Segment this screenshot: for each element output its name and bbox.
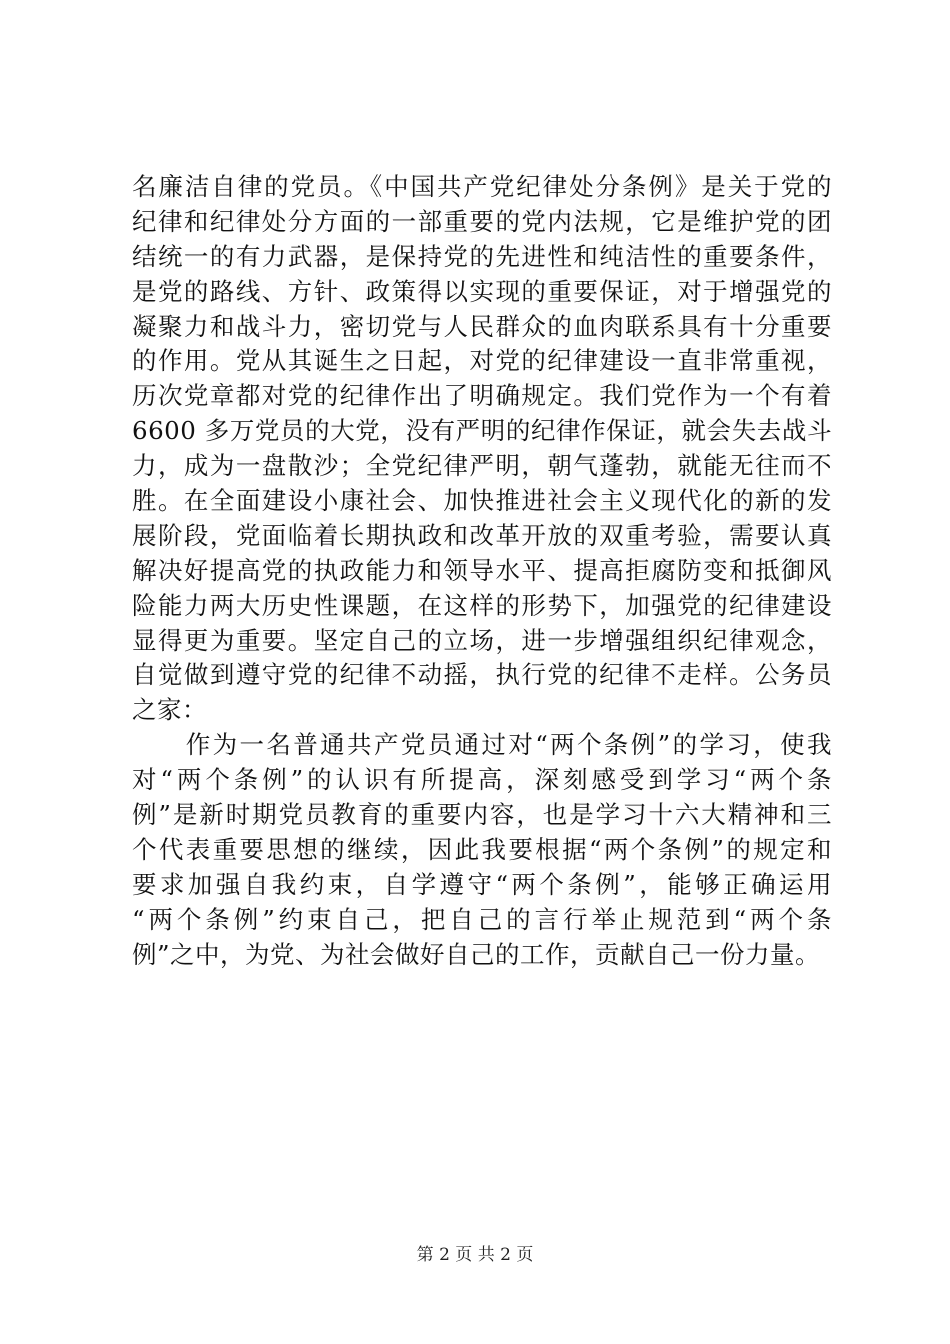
text-line: 险能力两大历史性课题，在这样的形势下，加强党的纪律建设 [132, 590, 832, 620]
text-line: 历次党章都对党的纪律作出了明确规定。我们党作为一个有着 [132, 381, 832, 411]
text-line: 展阶段，党面临着长期执政和改革开放的双重考验，需要认真 [132, 520, 832, 550]
text-line: 力，成为一盘散沙；全党纪律严明，朝气蓬勃，就能无往而不 [132, 451, 832, 481]
text-line: 的作用。党从其诞生之日起，对党的纪律建设一直非常重视， [132, 346, 832, 376]
text-line: “两个条例”约束自己，把自己的言行举止规范到“两个条 [132, 904, 832, 934]
text-line: 解决好提高党的执政能力和领导水平、提高拒腐防变和抵御风 [132, 555, 832, 585]
text-line: 是党的路线、方针、政策得以实现的重要保证，对于增强党的 [132, 276, 832, 306]
text-line: 凝聚力和战斗力，密切党与人民群众的血肉联系具有十分重要 [132, 311, 832, 341]
text-line: 6600 多万党员的大党，没有严明的纪律作保证，就会失去战斗 [132, 416, 832, 446]
text-line: 胜。在全面建设小康社会、加快推进社会主义现代化的新的发 [132, 486, 832, 516]
page-footer: 第 2 页 共 2 页 [416, 1245, 534, 1265]
text-line: 结统一的有力武器，是保持党的先进性和纯洁性的重要条件， [132, 241, 832, 271]
text-line: 例”之中，为党、为社会做好自己的工作，贡献自己一份力量。 [132, 939, 821, 969]
text-line: 纪律和纪律处分方面的一部重要的党内法规，它是维护党的团 [132, 206, 832, 236]
text-line: 要求加强自我约束，自学遵守“两个条例”，能够正确运用 [132, 869, 832, 899]
text-line: 个代表重要思想的继续，因此我要根据“两个条例”的规定和 [132, 834, 832, 864]
text-line: 自觉做到遵守党的纪律不动摇，执行党的纪律不走样。公务员 [132, 660, 832, 690]
text-line: 对“两个条例”的认识有所提高，深刻感受到学习“两个条 [132, 765, 832, 795]
body-text [132, 170, 832, 972]
text-line: 例”是新时期党员教育的重要内容，也是学习十六大精神和三 [132, 800, 832, 830]
text-line: 作为一名普通共产党员通过对“两个条例”的学习，使我 [132, 730, 832, 760]
text-line: 名廉洁自律的党员。《中国共产党纪律处分条例》是关于党的 [132, 172, 832, 201]
text-line: 显得更为重要。坚定自己的立场，进一步增强组织纪律观念， [132, 625, 832, 655]
text-line: 之家： [132, 695, 207, 725]
